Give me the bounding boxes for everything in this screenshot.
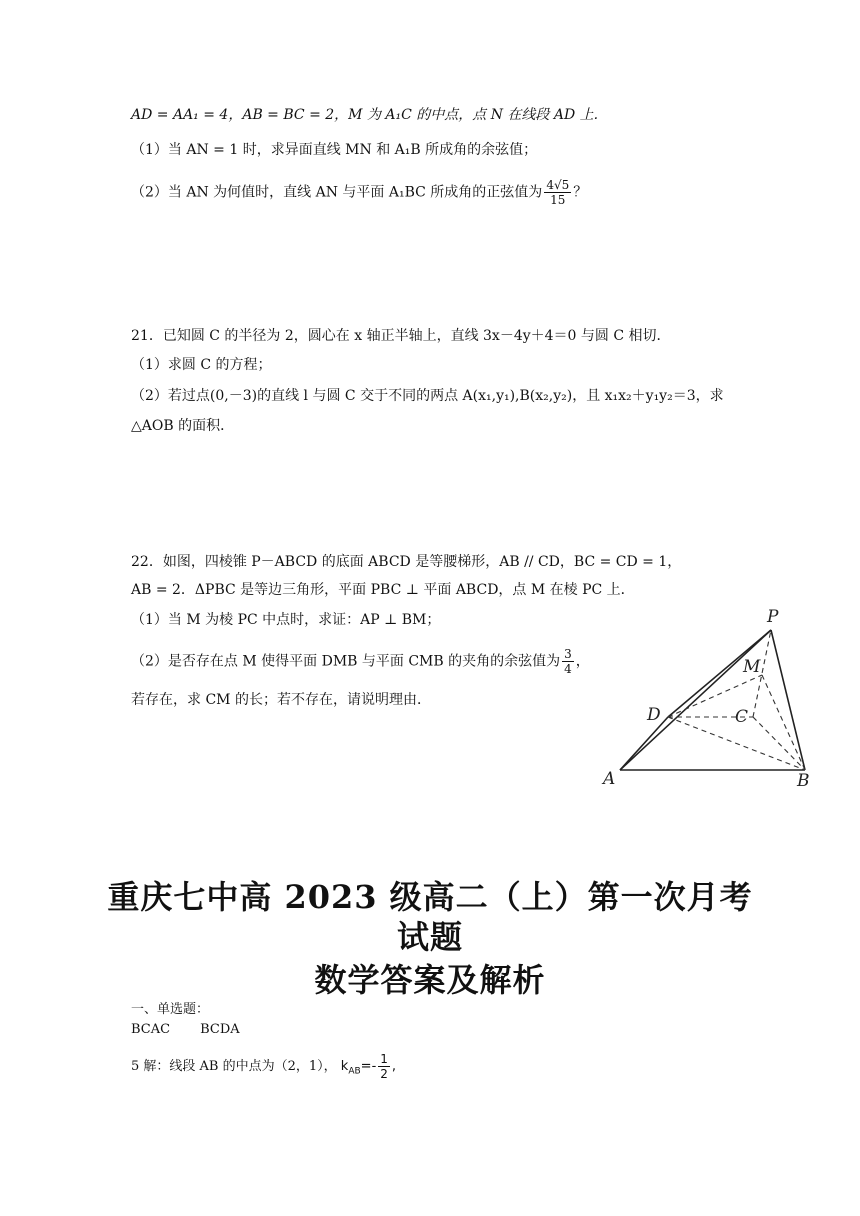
edge-CB [753,717,805,770]
mc-answers-5-8: BCDA [200,1022,240,1037]
q21-part1: （1）求圆 C 的方程； [131,357,272,373]
q22-part2-text: （2）是否存在点 M 使得平面 DMB 与平面 CMB 的夹角的余弦值为 [131,653,561,670]
q20-frac-den: 15 [550,193,566,207]
q21-stem: 21．已知圆 C 的半径为 2，圆心在 x 轴正半轴上，直线 3x－4y＋4＝0 与圆 C 相切． [131,328,671,344]
q5-k: k [340,1059,349,1074]
q5-solution [131,1052,396,1082]
q5-frac-num: 1 [380,1052,388,1066]
q5-text: 5 解：线段 AB 的中点为（2，1）， [131,1059,337,1074]
q22-stem-line1: 22．如图，四棱锥 P－ABCD 的底面 ABCD 是等腰梯形，AB // CD，BC = CD = 1， [131,554,682,570]
q20-part1: （1）当 AN = 1 时，求异面直线 MN 和 A₁B 所成角的余弦值； [131,142,538,158]
q21-part2-line1: （2）若过点(0,－3)的直线 l 与圆 C 交于不同的两点 A(x₁,y₁),B(x₂,y₂)，且 x₁x₂＋y₁y₂＝3，求 [131,388,724,404]
label-C: C [735,707,749,727]
label-M: M [743,657,761,677]
mc-answers-1-4: BCAC [131,1022,171,1037]
edge-BP [771,630,805,770]
edge-MB [762,675,805,770]
q20-part2-text: （2）当 AN 为何值时，直线 AN 与平面 A₁BC 所成角的正弦值为 [131,184,543,201]
q22-part2-fraction [562,647,574,676]
mc-answers [131,1020,240,1040]
q22-frac-num: 3 [564,647,572,661]
q22-part2 [131,647,590,676]
q22-stem-line2: AB = 2．ΔPBC 是等边三角形，平面 PBC ⊥ 平面 ABCD，点 M 在棱 PC 上． [131,582,635,598]
q20-part2-fraction [544,178,571,207]
label-A: A [603,769,616,789]
answer-title-line2: 试题 [396,918,463,956]
q20-given: AD = AA₁ = 4，AB = BC = 2，M 为 A₁C 的中点，点 N 在线段 AD 上. [131,107,599,123]
answer-title-line3: 数学答案及解析 [314,961,546,999]
label-B: B [797,771,810,791]
q5-suffix: , [391,1059,397,1074]
edge-AP [620,630,771,770]
q21-part2-line2: △AOB 的面积． [131,418,235,434]
q22-frac-den: 4 [564,662,572,676]
q20-part2 [131,178,587,207]
label-P: P [767,607,779,627]
q22-part2-line2: 若存在，求 CM 的长；若不存在，请说明理由． [131,692,431,708]
q5-slope [340,1052,397,1081]
label-D: D [647,705,661,725]
q20-part2-suffix: ？ [573,184,588,201]
q5-fraction [378,1052,390,1081]
q20-frac-num: 4√5 [546,178,570,192]
q22-part2-suffix: ， [575,653,590,670]
q5-k-sub: AB [348,1066,361,1077]
q5-eq: =- [360,1059,377,1074]
edge-AD [620,717,668,770]
section-single-choice: 一、单选题： [131,1002,210,1017]
q22-part1: （1）当 M 为棱 PC 中点时，求证：AP ⊥ BM； [131,612,441,628]
answer-title-line1: 重庆七中高 2023 级高二（上）第一次月考 [107,878,753,916]
q5-frac-den: 2 [380,1067,388,1081]
pyramid-figure [595,600,825,800]
